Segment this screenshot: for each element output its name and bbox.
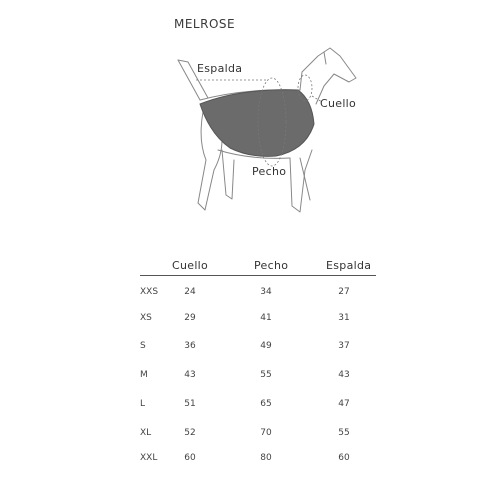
size-label: S — [140, 341, 146, 351]
column-header-espalda: Espalda — [326, 259, 372, 272]
pecho-value: 55 — [260, 370, 272, 380]
cuello-value: 51 — [184, 399, 196, 409]
column-header-cuello: Cuello — [172, 259, 209, 272]
espalda-value: 60 — [338, 453, 350, 463]
espalda-value: 55 — [338, 428, 350, 438]
pecho-value: 80 — [260, 453, 272, 463]
espalda-value: 43 — [338, 370, 350, 380]
cuello-value: 52 — [184, 428, 196, 438]
cuello-value: 29 — [184, 313, 196, 323]
cuello-value: 24 — [184, 287, 196, 297]
cuello-value: 43 — [184, 370, 196, 380]
size-label: M — [140, 370, 148, 380]
diagram-label-cuello: Cuello — [320, 97, 357, 110]
size-label: XL — [140, 428, 152, 438]
column-header-pecho: Pecho — [254, 259, 289, 272]
dog-front-leg-2 — [300, 158, 310, 200]
pecho-value: 65 — [260, 399, 272, 409]
cuello-value: 36 — [184, 341, 196, 351]
dog-hind-leg-2 — [222, 150, 234, 199]
dog-ear — [324, 52, 326, 64]
size-label: XXS — [140, 287, 159, 297]
size-label: XS — [140, 313, 152, 323]
espalda-value: 27 — [338, 287, 350, 297]
pecho-value: 34 — [260, 287, 272, 297]
dog-neck — [300, 48, 356, 104]
size-label: XXL — [140, 453, 158, 463]
product-title: MELROSE — [174, 17, 236, 31]
espalda-value: 31 — [338, 313, 350, 323]
dog-front-leg — [290, 150, 312, 212]
dog-measurement-diagram — [0, 0, 500, 240]
pecho-value: 49 — [260, 341, 272, 351]
cuello-value: 60 — [184, 453, 196, 463]
pecho-value: 41 — [260, 313, 272, 323]
pecho-value: 70 — [260, 428, 272, 438]
garment-body — [200, 90, 314, 157]
diagram-label-espalda: Espalda — [197, 62, 243, 75]
espalda-value: 37 — [338, 341, 350, 351]
size-label: L — [140, 399, 146, 409]
table-header-divider — [140, 275, 376, 276]
espalda-value: 47 — [338, 399, 350, 409]
diagram-label-pecho: Pecho — [252, 165, 287, 178]
